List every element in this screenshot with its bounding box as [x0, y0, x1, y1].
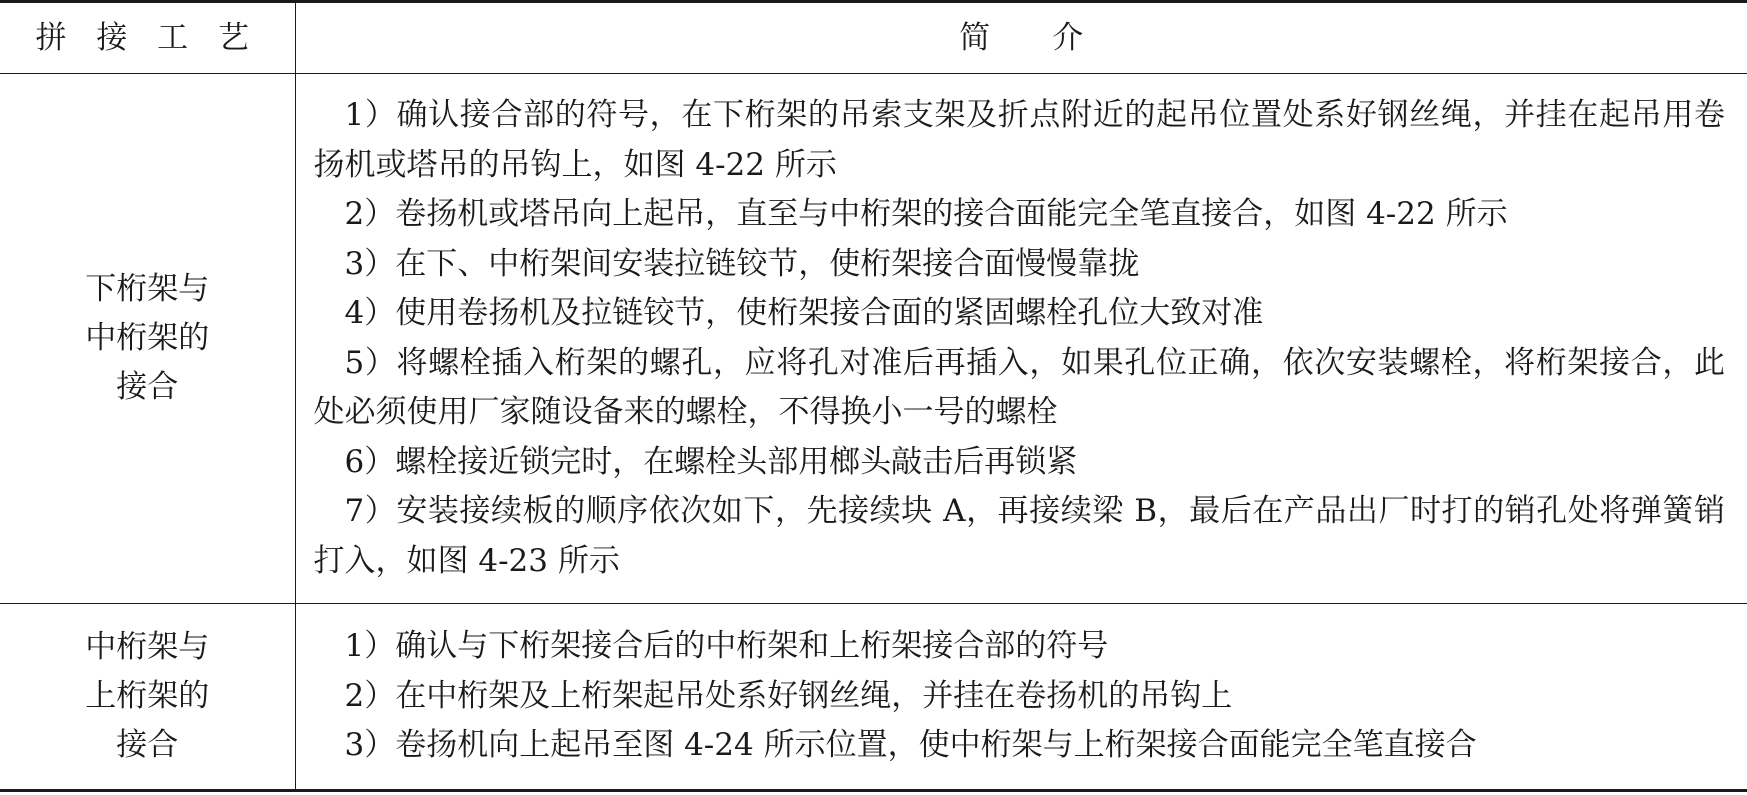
header-process-label: 拼 接 工 艺	[35, 19, 260, 56]
header-description-label-a: 简	[959, 19, 991, 56]
row-label: 下桁架与 中桁架的 接合	[85, 271, 210, 405]
steps-list	[296, 91, 1747, 586]
row-steps-cell	[295, 74, 1747, 604]
step-item: 7）安装接续板的顺序依次如下，先接续块 A，再接续梁 B，最后在产品出厂时打的销孔处将弹簧销打入，如图 4-23 所示	[313, 493, 1725, 579]
row-label-cell	[0, 604, 295, 791]
step-item: 1）确认与下桁架接合后的中桁架和上桁架接合部的符号	[344, 628, 1109, 665]
row-label: 中桁架与 上桁架的 接合	[85, 629, 210, 763]
header-description	[295, 2, 1747, 74]
header-process	[0, 2, 295, 74]
step-item: 1）确认接合部的符号，在下桁架的吊索支架及折点附近的起吊位置处系好钢丝绳，并挂在起吊用卷扬机或塔吊的吊钩上，如图 4-22 所示	[313, 97, 1725, 183]
table-row	[0, 604, 1747, 791]
row-label-cell	[0, 74, 295, 604]
step-item: 2）在中桁架及上桁架起吊处系好钢丝绳，并挂在卷扬机的吊钩上	[344, 677, 1233, 714]
step-item: 3）卷扬机向上起吊至图 4-24 所示位置，使中桁架与上桁架接合面能完全笔直接合	[344, 727, 1477, 764]
steps-list	[296, 622, 1747, 771]
header-description-label-b: 介	[1052, 19, 1084, 56]
step-item: 6）螺栓接近锁完时，在螺栓头部用榔头敲击后再锁紧	[344, 443, 1078, 480]
step-item: 4）使用卷扬机及拉链铰节，使桁架接合面的紧固螺栓孔位大致对准	[344, 295, 1264, 331]
step-item: 3）在下、中桁架间安装拉链铰节，使桁架接合面慢慢靠拢	[344, 245, 1140, 282]
row-steps-cell	[295, 604, 1747, 791]
step-item: 2）卷扬机或塔吊向上起吊，直至与中桁架的接合面能完全笔直接合，如图 4-22 所示	[344, 196, 1508, 232]
table-header-row	[0, 2, 1747, 74]
step-item: 5）将螺栓插入桁架的螺孔，应将孔对准后再插入，如果孔位正确，依次安装螺栓，将桁架接合，此处必须使用厂家随设备来的螺栓，不得换小一号的螺栓	[313, 344, 1725, 430]
table-row	[0, 74, 1747, 604]
